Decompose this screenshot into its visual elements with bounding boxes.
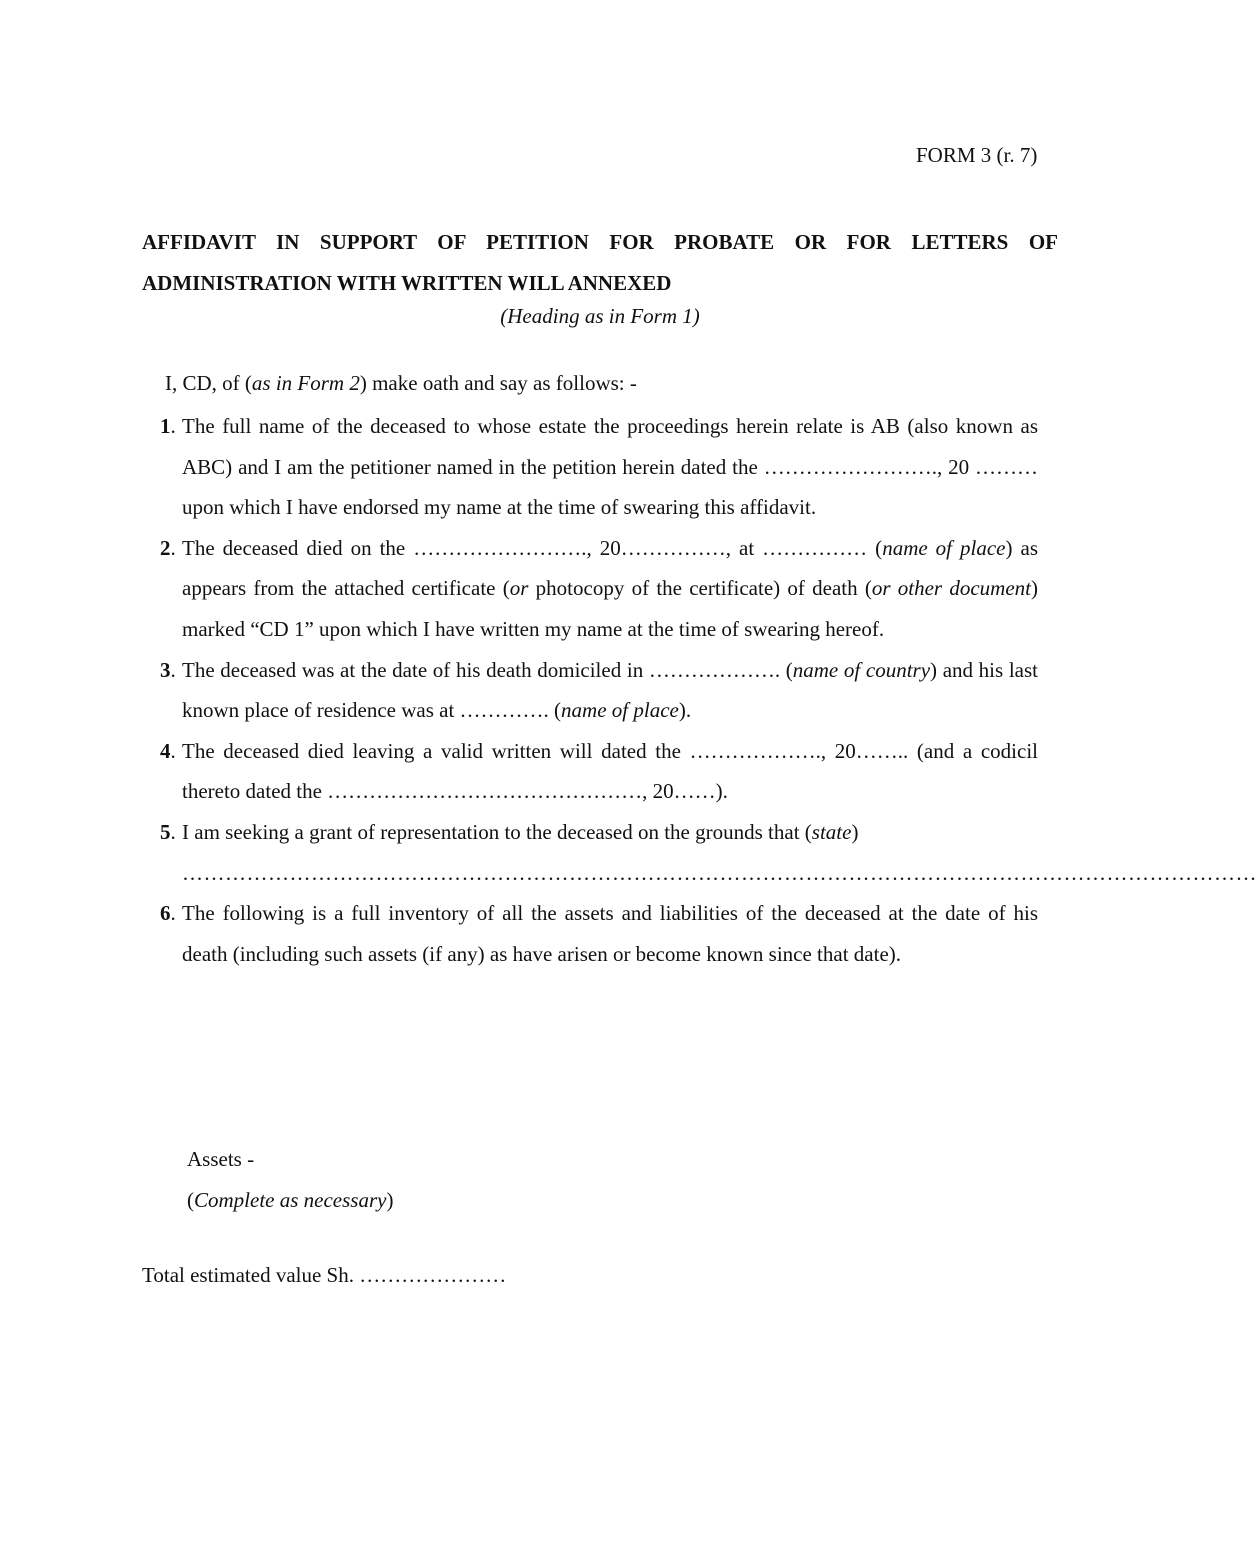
subheading-text: Heading as in Form 1: [507, 304, 693, 328]
clause-italic: or other document: [871, 576, 1031, 601]
clause-text: The full name of the deceased to whose estate the proceedings herein relate is AB (also known as ABC) and I am the petitioner named in the petition herein dated the ……………………., 20 ……… upon which I have endorsed my name at the time of swearing this affidavit.: [182, 414, 1038, 520]
clause-text: The deceased died leaving a valid written will dated the ………………., 20…….. (and a codicil thereto dated the ………………………………………, 20……).: [182, 738, 1038, 804]
intro-text-a: I, CD, of (: [165, 371, 252, 395]
clause-text: ) marked “CD 1” upon which I have written my name at the time of swearing hereof.: [182, 576, 1038, 641]
assets-label: Assets -: [187, 1147, 255, 1171]
clause-2: [160, 528, 1038, 650]
title-line-2: ADMINISTRATION WITH WRITTEN WILL ANNEXED: [142, 271, 672, 295]
clause-number: 5 .: [160, 812, 176, 853]
clause-text: ): [851, 819, 859, 844]
intro-text-italic: as in Form 2: [251, 371, 360, 395]
clause-3: [160, 650, 1038, 731]
clause-4: [160, 731, 1038, 812]
clause-text: ).: [678, 698, 692, 723]
clause-list: [160, 406, 1257, 974]
fill-in-dotted-line: ……………………………………………………………………………………………………………………………………: [182, 860, 1257, 885]
clause-italic: name of place: [882, 535, 1006, 560]
clause-text: ) as appears from the attached certificate (: [182, 535, 1038, 601]
form-reference: FORM 3 (r. 7): [916, 143, 1038, 167]
clause-number: 4 .: [160, 731, 176, 772]
clause-5: [160, 812, 1257, 893]
clause-number: 6 .: [160, 893, 176, 934]
clause-text: ) and his last known place of residence was at …………. (: [182, 657, 1038, 723]
assets-section: [187, 1139, 393, 1221]
total-estimated-value: Total estimated value Sh. …………………: [142, 1263, 507, 1287]
clause-6: [160, 893, 1038, 974]
oath-intro: [165, 371, 637, 396]
intro-text-c: ) make oath and say as follows: -: [359, 371, 637, 395]
clause-text: The following is a full inventory of all the assets and liabilities of the deceased at the date of his death (including such assets (if any) as have arisen or become known since that date).: [182, 901, 1038, 966]
clause-number: 2 .: [160, 528, 176, 569]
assets-note-text: Complete as necessary: [194, 1188, 387, 1212]
clause-italic: name of place: [561, 698, 679, 723]
clause-1: [160, 406, 1038, 528]
clause-italic: name of country: [792, 657, 931, 682]
clause-text: The deceased was at the date of his death domiciled in ………………. (: [182, 657, 793, 682]
clause-text: The deceased died on the ……………………., 20……………, at …………… (: [182, 535, 883, 560]
subheading: (Heading as in Form 1): [500, 304, 700, 328]
clause-number: 1 .: [160, 406, 176, 447]
title-line-1: AFFIDAVIT IN SUPPORT OF PETITION FOR PROBATE OR FOR LETTERS OF: [142, 230, 1058, 254]
clause-text: photocopy of the certificate) of death (: [528, 576, 872, 601]
assets-note: (Complete as necessary): [187, 1188, 394, 1212]
clause-number: 3 .: [160, 650, 176, 691]
clause-text: I am seeking a grant of representation to the deceased on the grounds that (: [182, 819, 812, 844]
clause-italic: or: [509, 576, 529, 601]
document-title: [142, 222, 1058, 304]
clause-italic: state: [811, 819, 852, 844]
